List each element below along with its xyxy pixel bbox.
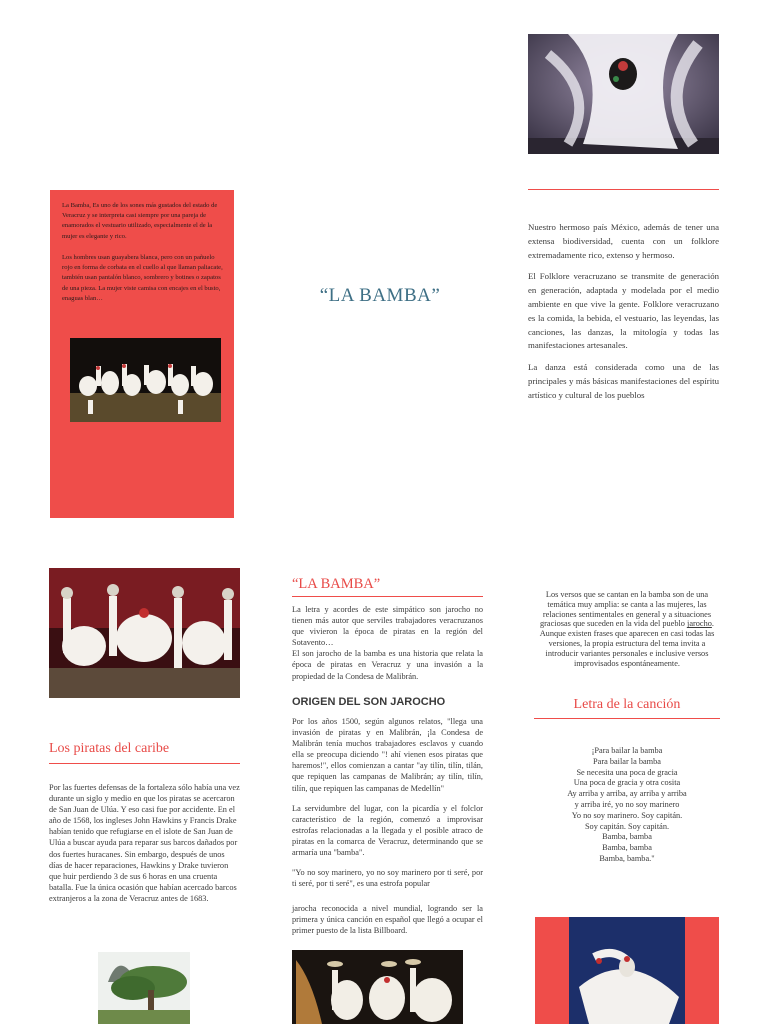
cover-title: “LA BAMBA” bbox=[319, 285, 441, 306]
tree-landscape-photo bbox=[98, 952, 190, 1024]
lyrics-line: Se necesita una poca de gracia bbox=[576, 767, 678, 777]
jarocho-link[interactable]: jarocho bbox=[687, 619, 712, 629]
middle-paragraph-6: jarocha reconocida a nivel mundial, logrando ser la primera y única canción en español que llegó a ocupar el primer puesto de la lista Billboard. bbox=[292, 904, 483, 936]
lyrics-line: Bamba, bamba bbox=[602, 843, 652, 853]
intro-text bbox=[528, 221, 719, 403]
intro-paragraph-3: La danza está considerada como una de las principales y más básicas manifestaciones del espíritu artístico y cultural de los pueblos bbox=[528, 362, 719, 400]
lyrics-line: Soy capitán. Soy capitán. bbox=[584, 821, 670, 831]
left-dancers-photo bbox=[49, 568, 240, 698]
lyrics-line: Bamba, bamba." bbox=[599, 853, 655, 863]
lyrics-line: Para bailar la bamba bbox=[593, 756, 661, 766]
panel-dancers-photo bbox=[70, 338, 221, 422]
middle-intro bbox=[292, 604, 483, 682]
dancer-spinning-skirt-photo bbox=[569, 917, 685, 1024]
middle-heading: “LA BAMBA” bbox=[292, 576, 381, 592]
folk-dance-group-stage-photo bbox=[70, 338, 221, 422]
lyrics-line: ¡Para bailar la bamba bbox=[591, 746, 663, 755]
lyrics-block bbox=[534, 746, 720, 865]
verses-text bbox=[534, 590, 720, 668]
divider-pirates bbox=[49, 763, 240, 764]
dancers-with-harp-photo bbox=[292, 950, 463, 1024]
intro-paragraph-2: El Folklore veracruzano se transmite de generación en generación, adaptada y modelada por el medio ambiente en que vive la gente. Folklore veracruzano es la comida, la bebida, el vestuario, las leyendas, las canciones, las danzas, la mitología y todas las manifestaciones artesanales. bbox=[528, 271, 719, 351]
lyrics-heading: Letra de la canción bbox=[573, 697, 681, 712]
middle-paragraph-2: El son jarocho de la bamba es una historia que relata la época de piratas en Veracruz y una invasión a la propiedad de la Condesa de Malibrán. bbox=[292, 649, 483, 681]
middle-paragraph-4: La servidumbre del lugar, con la picardía y el folclor característico de la región, comenzó a improvisar estrofas relacionadas a la llegada y el posible atraco de piratas en la comarca de Veracruz, determinando que se armaría una "bamba". bbox=[292, 803, 483, 858]
lyrics-line: y arriba iré, yo no soy marinero bbox=[574, 799, 680, 809]
lyrics-line: Ay arriba y arriba, ay arriba y arriba bbox=[567, 789, 687, 799]
middle-paragraph-1: La letra y acordes de este simpático son jarocho no tienen más autor que serviles trabajadores veracruzanos que vivieron la época de piratas en la región del Sotavento… bbox=[292, 605, 483, 648]
origin-subheading: ORIGEN DEL SON JAROCHO bbox=[292, 696, 446, 708]
pirates-body: Por las fuertes defensas de la fortaleza sólo había una vez durante un siglo y medio en que los piratas se acercaron de San Juan de Ulúa. Y eso casi fue por accidente. En el año de 1568, los ingleses John Hawkins y Francis Drake habían tenido que refugiarse en el islote de San Juan de Ulúa a buscar ayuda para reparar sus barcos dañados por dos fuertes huracanes. Sin embargo, después de unos días de hacer reparaciones, Hawkins y Drake tuvieron que huir perdiendo 3 de sus 6 horas en una cruenta batalla. Fue la única ocasión que habían acercado barcos extranjeros a la zona de Veracruz antes de 1683. bbox=[49, 783, 240, 903]
panel-paragraph-1: La Bamba, Es uno de los sones más gustados del estado de Veracruz y se interpreta casi siempre por una pareja de enamorados el vestuario utilizado, especialmente el de la mujer es elegante y rico. bbox=[62, 202, 218, 240]
dancer-in-white-dress-photo bbox=[528, 34, 719, 154]
middle-paragraph-3: Por los años 1500, según algunos relatos, "llega una invasión de piratas y en Malibrán, ¡la Condesa de Malibrán tenía muchos trabajadores esclavos y cuando ella se preocupa diciendo "! ahí vienen esos piratas que haremos!", ellos comienzan a cantar "ay tilín, tilín, tilán, que repiquen las campanas de Malibrán; ay tilín, tilín, tilín, que repiquen las campanas de Medellín" bbox=[292, 717, 483, 793]
lyrics-line: Bamba, bamba bbox=[602, 832, 652, 842]
middle-paragraph-5: "Yo no soy marinero, yo no soy marinero por ti seré, por ti seré, por ti seré", es una estrofa popular bbox=[292, 868, 483, 889]
pirates-heading: Los piratas del caribe bbox=[49, 741, 170, 756]
divider-middle bbox=[292, 596, 483, 597]
spinning-dancer-photo bbox=[569, 917, 685, 1024]
verses-text-end: . Aunque existen frases que aparecen en casi todas las versiones, la propia estructura del tema invita a introducir variantes personales e inclusive versos improvisados espontáneamente. bbox=[539, 619, 715, 668]
intro-paragraph-1: Nuestro hermoso país México, además de tener una extensa biodiversidad, cuenta con un folklore extremadamente rico, extenso y hermoso. bbox=[528, 222, 719, 260]
harp-dancers-photo bbox=[292, 950, 463, 1024]
tree-photo bbox=[98, 952, 190, 1024]
dancer-photo-top bbox=[528, 34, 719, 154]
divider-top-right bbox=[528, 189, 719, 190]
lyrics-line: Una poca de gracia y otra cosita bbox=[573, 778, 681, 788]
divider-lyrics bbox=[534, 718, 720, 719]
panel-paragraph-2: Los hombres usan guayabera blanca, pero con un pañuelo rojo en forma de corbata en el cuello al que llaman paliacate, también usan pantalón blanco, sombrero y botines o zapatos de una pieza. La mujer viste camisa con encajes en el busto, enaguas blan… bbox=[62, 254, 223, 302]
jarocho-dancers-photo bbox=[49, 568, 240, 698]
lyrics-line: Yo no soy marinero. Soy capitán. bbox=[571, 810, 683, 820]
origin-text bbox=[292, 716, 483, 889]
verses-text-start: Los versos que se cantan en la bamba son de una temática muy amplia: se canta a las mujeres, las relaciones sentimentales en general y a situaciones graciosas que suceden en la vida del pueblo bbox=[540, 590, 712, 629]
